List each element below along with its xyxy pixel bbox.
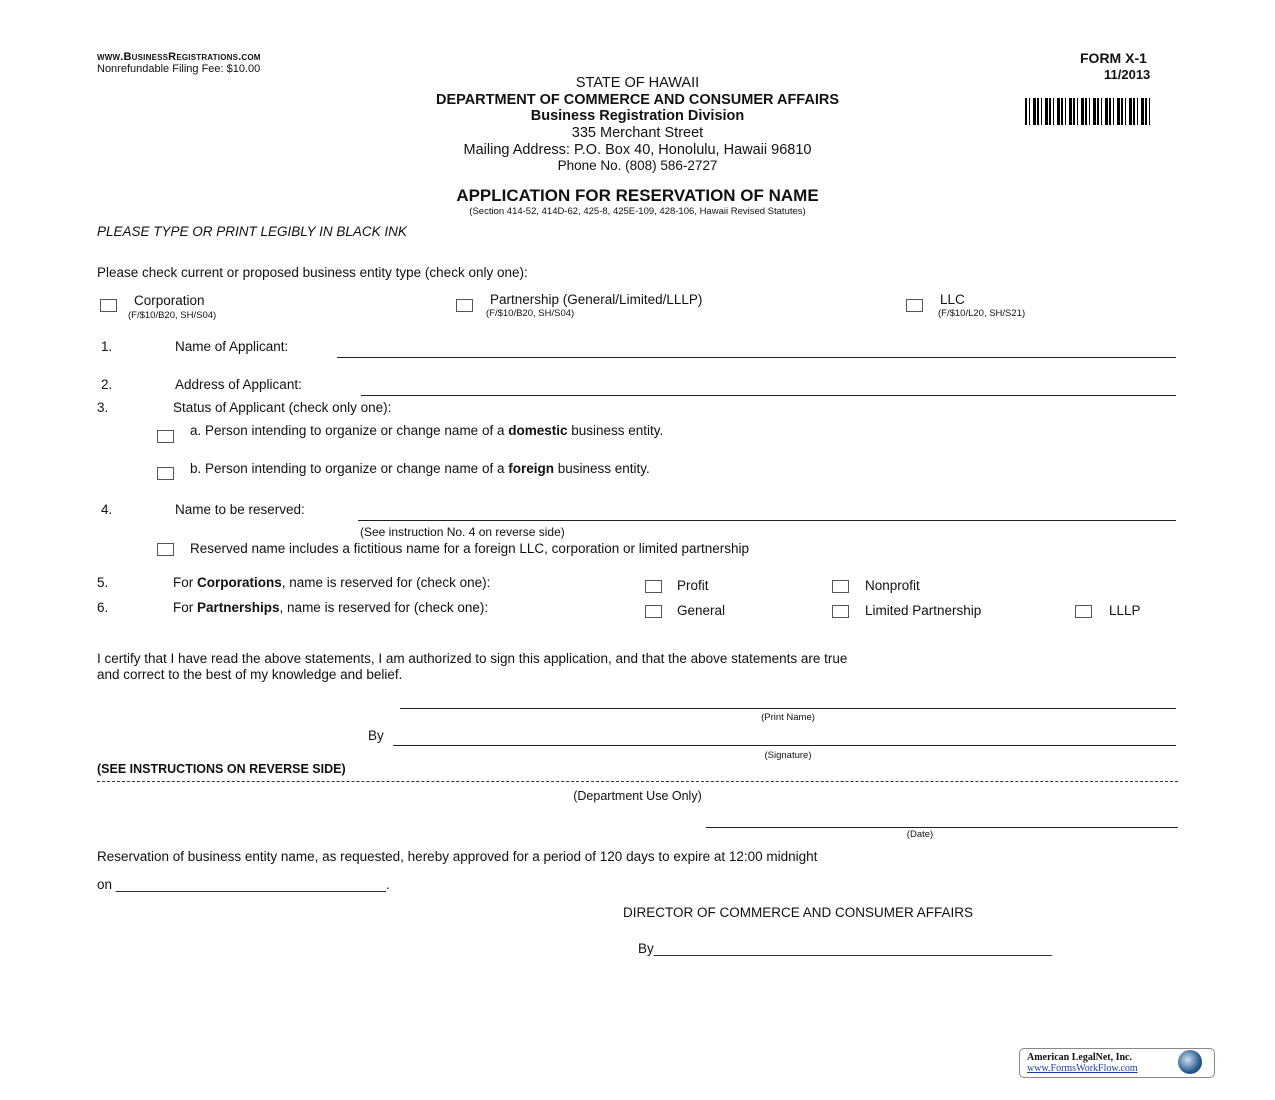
- footer-company: American LegalNet, Inc.: [1027, 1052, 1132, 1063]
- limited-partnership-checkbox[interactable]: [832, 605, 849, 618]
- division-name: Business Registration Division: [530, 108, 745, 124]
- corporations-label: For Corporations, name is reserved for (check one):: [173, 575, 491, 590]
- print-name-field[interactable]: [400, 708, 1176, 709]
- by-label: By: [368, 728, 384, 743]
- department-name: DEPARTMENT OF COMMERCE AND CONSUMER AFFAIRS: [435, 92, 840, 108]
- street-address: 335 Merchant Street: [571, 125, 704, 141]
- globe-icon: [1178, 1050, 1202, 1074]
- fictitious-name-label: Reserved name includes a fictitious name for a foreign LLC, corporation or limited partnership: [190, 541, 750, 556]
- profit-label: Profit: [677, 578, 709, 593]
- reserved-name-label: Name to be reserved:: [175, 502, 305, 517]
- item-number: 1.: [101, 339, 113, 354]
- item-number: 4.: [101, 502, 113, 517]
- department-use-label: (Department Use Only): [573, 789, 702, 803]
- mailing-address: Mailing Address: P.O. Box 40, Honolulu, Hawaii 96810: [463, 142, 812, 158]
- applicant-name-field[interactable]: [337, 357, 1176, 358]
- item-number: 5.: [97, 575, 109, 590]
- llc-checkbox[interactable]: [906, 299, 923, 312]
- entity-prompt: Please check current or proposed business entity type (check only one):: [97, 265, 528, 280]
- footer-url[interactable]: www.FormsWorkFlow.com: [1027, 1063, 1138, 1074]
- ink-instruction: PLEASE TYPE OR PRINT LEGIBLY IN BLACK INK: [97, 224, 407, 239]
- item-number: 3.: [97, 400, 109, 415]
- item-number: 6.: [97, 600, 109, 615]
- phone-number: Phone No. (808) 586-2727: [557, 158, 718, 173]
- statutes: (Section 414-52, 414D-62, 425-8, 425E-109, 428-106, Hawaii Revised Statutes): [469, 206, 806, 217]
- llc-code: (F/$10/L20, SH/S21): [938, 308, 1026, 319]
- llc-label: LLC: [940, 292, 965, 307]
- applicant-name-label: Name of Applicant:: [175, 339, 289, 354]
- general-checkbox[interactable]: [645, 605, 662, 618]
- state-name: STATE OF HAWAII: [575, 75, 700, 91]
- limited-partnership-label: Limited Partnership: [865, 603, 982, 618]
- fictitious-name-checkbox[interactable]: [157, 543, 174, 556]
- domestic-label: a. Person intending to organize or change name of a domestic business entity.: [190, 423, 664, 438]
- corporation-label: Corporation: [134, 293, 205, 308]
- date-caption: (Date): [906, 829, 934, 840]
- corporation-code: (F/$10/B20, SH/S04): [128, 310, 217, 321]
- foreign-label: b. Person intending to organize or change name of a foreign business entity.: [190, 461, 650, 476]
- partnership-code: (F/$10/B20, SH/S04): [486, 308, 575, 319]
- footer-logo: [1019, 1048, 1215, 1078]
- director-title: DIRECTOR OF COMMERCE AND CONSUMER AFFAIRS: [623, 905, 974, 920]
- form-number: FORM X-1: [1080, 50, 1147, 66]
- partnership-label: Partnership (General/Limited/LLLP): [490, 292, 703, 307]
- lllp-checkbox[interactable]: [1075, 605, 1092, 618]
- certification-line-1: I certify that I have read the above statements, I am authorized to sign this application, and that the above statements are true: [97, 651, 848, 666]
- form-date: 11/2013: [1104, 67, 1151, 82]
- see-instructions: (SEE INSTRUCTIONS ON REVERSE SIDE): [97, 762, 346, 776]
- certification-line-2: and correct to the best of my knowledge and belief.: [97, 667, 403, 682]
- partnership-checkbox[interactable]: [456, 299, 473, 312]
- item-number: 2.: [101, 377, 113, 392]
- date-field: [706, 827, 1178, 828]
- corporation-checkbox[interactable]: [100, 299, 117, 312]
- reserved-name-field[interactable]: [358, 520, 1176, 521]
- filing-fee: Nonrefundable Filing Fee: $10.00: [97, 63, 261, 75]
- approval-text: Reservation of business entity name, as requested, hereby approved for a period of 120 days to expire at 12:00 midnight: [97, 849, 818, 864]
- partnerships-label: For Partnerships, name is reserved for (check one):: [173, 600, 489, 615]
- director-signature-line: By_____________________________________________________: [638, 941, 1052, 956]
- foreign-checkbox[interactable]: [157, 467, 174, 480]
- print-name-caption: (Print Name): [761, 712, 815, 723]
- signature-caption: (Signature): [764, 750, 812, 761]
- signature-field[interactable]: [393, 745, 1176, 746]
- form-title: APPLICATION FOR RESERVATION OF NAME: [456, 186, 819, 205]
- website: www.BusinessRegistrations.com: [97, 51, 261, 63]
- general-label: General: [677, 603, 726, 618]
- profit-checkbox[interactable]: [645, 580, 662, 593]
- lllp-label: LLLP: [1109, 603, 1141, 618]
- applicant-status-label: Status of Applicant (check only one):: [173, 400, 392, 415]
- expiry-on-line: on ____________________________________.: [97, 877, 390, 892]
- domestic-checkbox[interactable]: [157, 430, 174, 443]
- nonprofit-label: Nonprofit: [865, 578, 920, 593]
- reserved-name-note: (See instruction No. 4 on reverse side): [360, 525, 565, 539]
- divider: [97, 781, 1178, 782]
- applicant-address-label: Address of Applicant:: [175, 377, 302, 392]
- applicant-address-field[interactable]: [361, 395, 1176, 396]
- nonprofit-checkbox[interactable]: [832, 580, 849, 593]
